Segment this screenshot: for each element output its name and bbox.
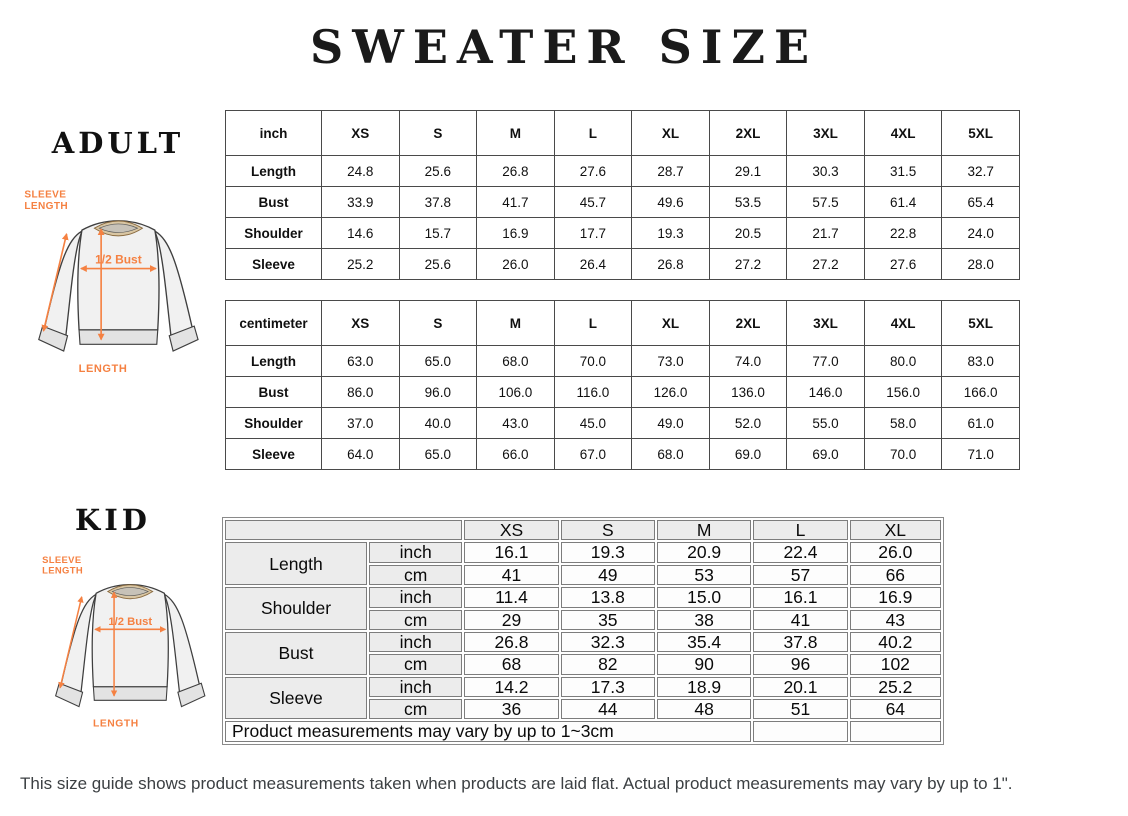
value-cell: 28.7 — [632, 156, 710, 187]
value-cell: 96 — [753, 654, 847, 674]
value-cell: 37.8 — [399, 187, 477, 218]
value-cell: 16.9 — [477, 218, 555, 249]
value-cell: 48 — [657, 699, 751, 719]
adult-cm-table — [225, 300, 1020, 470]
value-cell: 26.8 — [477, 156, 555, 187]
value-cell: 26.8 — [632, 249, 710, 280]
size-header-cell: 3XL — [787, 301, 865, 346]
value-cell: 49.0 — [632, 408, 710, 439]
value-cell: 26.4 — [554, 249, 632, 280]
value-cell: 90 — [657, 654, 751, 674]
value-cell: 69.0 — [709, 439, 787, 470]
value-cell: 41 — [464, 565, 558, 585]
value-cell: 69.0 — [787, 439, 865, 470]
value-cell: 64.0 — [322, 439, 400, 470]
sleeve-length-label-2: LENGTH — [24, 201, 69, 213]
value-cell: 146.0 — [787, 377, 865, 408]
value-cell: 20.1 — [753, 677, 847, 697]
unit-cell: cm — [369, 610, 462, 630]
value-cell: 57 — [753, 565, 847, 585]
size-header-cell: L — [753, 520, 847, 540]
adult-inch-table — [225, 110, 1020, 280]
size-header-cell: 4XL — [864, 111, 942, 156]
value-cell: 35.4 — [657, 632, 751, 652]
value-cell: 96.0 — [399, 377, 477, 408]
value-cell: 19.3 — [561, 542, 655, 562]
value-cell: 61.4 — [864, 187, 942, 218]
value-cell: 49.6 — [632, 187, 710, 218]
value-cell: 53 — [657, 565, 751, 585]
unit-cell: inch — [369, 587, 462, 607]
size-header-cell: XS — [464, 520, 558, 540]
value-cell: 71.0 — [942, 439, 1020, 470]
value-cell: 41 — [753, 610, 847, 630]
table-header — [226, 301, 1020, 346]
sleeve-length-label: SLEEVE — [24, 189, 67, 201]
hem-ribbing — [93, 687, 167, 700]
sleeve-length-label: SLEEVE — [42, 553, 82, 565]
unit-header-cell: centimeter — [226, 301, 322, 346]
value-cell: 55.0 — [787, 408, 865, 439]
row-label-cell: Shoulder — [226, 218, 322, 249]
value-cell: 70.0 — [554, 346, 632, 377]
unit-cell: cm — [369, 565, 462, 585]
value-cell: 64 — [850, 699, 941, 719]
length-label: LENGTH — [93, 718, 139, 730]
value-cell: 27.6 — [864, 249, 942, 280]
table-row — [226, 439, 1020, 470]
value-cell: 63.0 — [322, 346, 400, 377]
table-row — [226, 408, 1020, 439]
sweater-body — [92, 585, 168, 687]
value-cell: 37.0 — [322, 408, 400, 439]
value-cell: 29 — [464, 610, 558, 630]
row-label-cell: Sleeve — [226, 439, 322, 470]
value-cell: 22.8 — [864, 218, 942, 249]
value-cell: 16.1 — [753, 587, 847, 607]
value-cell: 61.0 — [942, 408, 1020, 439]
size-header-cell: 4XL — [864, 301, 942, 346]
size-header-cell: L — [554, 301, 632, 346]
table-row — [226, 377, 1020, 408]
value-cell: 33.9 — [322, 187, 400, 218]
table-row — [226, 346, 1020, 377]
size-header-cell: 3XL — [787, 111, 865, 156]
half-bust-label: 1/2 Bust — [108, 615, 153, 628]
value-cell: 17.3 — [561, 677, 655, 697]
value-cell: 25.6 — [399, 249, 477, 280]
value-cell: 136.0 — [709, 377, 787, 408]
unit-cell: inch — [369, 632, 462, 652]
value-cell: 37.8 — [753, 632, 847, 652]
row-label-cell: Sleeve — [225, 677, 367, 720]
value-cell: 156.0 — [864, 377, 942, 408]
size-header-cell: 5XL — [942, 111, 1020, 156]
value-cell: 40.2 — [850, 632, 941, 652]
unit-cell: cm — [369, 699, 462, 719]
size-header-cell: S — [399, 301, 477, 346]
value-cell: 40.0 — [399, 408, 477, 439]
value-cell: 73.0 — [632, 346, 710, 377]
value-cell: 26.8 — [464, 632, 558, 652]
value-cell: 41.7 — [477, 187, 555, 218]
value-cell: 80.0 — [864, 346, 942, 377]
unit-cell: inch — [369, 542, 462, 562]
value-cell: 86.0 — [322, 377, 400, 408]
row-label-cell: Bust — [225, 632, 367, 675]
size-header-cell: 5XL — [942, 301, 1020, 346]
size-header-cell: 2XL — [709, 301, 787, 346]
unit-cell: cm — [369, 654, 462, 674]
table-row — [226, 187, 1020, 218]
value-cell: 53.5 — [709, 187, 787, 218]
sweater-illustration — [56, 585, 205, 707]
value-cell: 27.6 — [554, 156, 632, 187]
length-label: LENGTH — [78, 363, 128, 376]
kid-note-row — [225, 721, 941, 741]
value-cell: 65.0 — [399, 439, 477, 470]
size-header-cell: XL — [632, 301, 710, 346]
size-header-cell: 2XL — [709, 111, 787, 156]
value-cell: 25.2 — [850, 677, 941, 697]
value-cell: 22.4 — [753, 542, 847, 562]
kid-header-row — [225, 520, 941, 540]
table-body — [226, 156, 1020, 280]
value-cell: 15.7 — [399, 218, 477, 249]
unit-cell: inch — [369, 677, 462, 697]
value-cell: 16.1 — [464, 542, 558, 562]
value-cell: 68.0 — [477, 346, 555, 377]
value-cell: 45.7 — [554, 187, 632, 218]
value-cell: 116.0 — [554, 377, 632, 408]
row-label-cell: Length — [226, 156, 322, 187]
sweater-body — [78, 221, 159, 330]
half-bust-label: 1/2 Bust — [95, 252, 142, 267]
empty-cell — [850, 721, 941, 741]
value-cell: 11.4 — [464, 587, 558, 607]
row-label-cell: Sleeve — [226, 249, 322, 280]
empty-cell — [753, 721, 847, 741]
measurement-note: Product measurements may vary by up to 1~3cm — [225, 721, 751, 741]
table-row — [225, 677, 941, 697]
adult-section-label: ADULT — [51, 126, 185, 160]
value-cell: 65.0 — [399, 346, 477, 377]
value-cell: 13.8 — [561, 587, 655, 607]
size-header-cell: XL — [850, 520, 941, 540]
size-header-cell: S — [561, 520, 655, 540]
value-cell: 29.1 — [709, 156, 787, 187]
sleeve-length-label-2: LENGTH — [42, 564, 84, 576]
value-cell: 51 — [753, 699, 847, 719]
value-cell: 66 — [850, 565, 941, 585]
value-cell: 83.0 — [942, 346, 1020, 377]
value-cell: 15.0 — [657, 587, 751, 607]
corner-cell — [225, 520, 462, 540]
value-cell: 43 — [850, 610, 941, 630]
size-guide-disclaimer: This size guide shows product measurements taken when products are laid flat. Actual product measurements may vary by up to 1". — [20, 774, 1013, 793]
header-row — [226, 301, 1020, 346]
value-cell: 38 — [657, 610, 751, 630]
kid-size-table — [222, 517, 944, 745]
table-header — [226, 111, 1020, 156]
value-cell: 77.0 — [787, 346, 865, 377]
value-cell: 27.2 — [787, 249, 865, 280]
value-cell: 45.0 — [554, 408, 632, 439]
value-cell: 36 — [464, 699, 558, 719]
kid-sweater-diagram-icon — [30, 552, 226, 730]
value-cell: 20.5 — [709, 218, 787, 249]
value-cell: 19.3 — [632, 218, 710, 249]
size-header-cell: S — [399, 111, 477, 156]
table-row — [226, 249, 1020, 280]
unit-header-cell: inch — [226, 111, 322, 156]
value-cell: 44 — [561, 699, 655, 719]
table-row — [225, 587, 941, 607]
value-cell: 16.9 — [850, 587, 941, 607]
value-cell: 166.0 — [942, 377, 1020, 408]
value-cell: 31.5 — [864, 156, 942, 187]
hem-ribbing — [79, 330, 158, 344]
row-label-cell: Bust — [226, 377, 322, 408]
value-cell: 106.0 — [477, 377, 555, 408]
value-cell: 52.0 — [709, 408, 787, 439]
value-cell: 24.8 — [322, 156, 400, 187]
value-cell: 82 — [561, 654, 655, 674]
value-cell: 26.0 — [477, 249, 555, 280]
value-cell: 21.7 — [787, 218, 865, 249]
value-cell: 66.0 — [477, 439, 555, 470]
table-row — [226, 218, 1020, 249]
right-sleeve — [164, 594, 199, 694]
table-body — [226, 346, 1020, 470]
value-cell: 28.0 — [942, 249, 1020, 280]
value-cell: 68 — [464, 654, 558, 674]
row-label-cell: Bust — [226, 187, 322, 218]
value-cell: 26.0 — [850, 542, 941, 562]
size-header-cell: M — [657, 520, 751, 540]
size-header-cell: L — [554, 111, 632, 156]
size-header-cell: M — [477, 111, 555, 156]
row-label-cell: Length — [225, 542, 367, 585]
value-cell: 14.2 — [464, 677, 558, 697]
header-row — [226, 111, 1020, 156]
table-row — [226, 156, 1020, 187]
kid-section-label: KID — [75, 503, 151, 537]
value-cell: 58.0 — [864, 408, 942, 439]
value-cell: 24.0 — [942, 218, 1020, 249]
sweater-illustration — [39, 221, 198, 351]
row-label-cell: Shoulder — [225, 587, 367, 630]
value-cell: 14.6 — [322, 218, 400, 249]
value-cell: 65.4 — [942, 187, 1020, 218]
adult-sweater-diagram-icon — [12, 186, 220, 376]
value-cell: 25.6 — [399, 156, 477, 187]
value-cell: 49 — [561, 565, 655, 585]
value-cell: 57.5 — [787, 187, 865, 218]
size-header-cell: XS — [322, 301, 400, 346]
size-header-cell: XL — [632, 111, 710, 156]
row-label-cell: Length — [226, 346, 322, 377]
value-cell: 32.7 — [942, 156, 1020, 187]
value-cell: 35 — [561, 610, 655, 630]
value-cell: 68.0 — [632, 439, 710, 470]
page-title: SWEATER SIZE — [309, 20, 819, 74]
value-cell: 67.0 — [554, 439, 632, 470]
value-cell: 18.9 — [657, 677, 751, 697]
size-header-cell: XS — [322, 111, 400, 156]
value-cell: 30.3 — [787, 156, 865, 187]
value-cell: 17.7 — [554, 218, 632, 249]
size-header-cell: M — [477, 301, 555, 346]
value-cell: 27.2 — [709, 249, 787, 280]
value-cell: 32.3 — [561, 632, 655, 652]
row-label-cell: Shoulder — [226, 408, 322, 439]
value-cell: 43.0 — [477, 408, 555, 439]
value-cell: 126.0 — [632, 377, 710, 408]
value-cell: 70.0 — [864, 439, 942, 470]
table-row — [225, 632, 941, 652]
value-cell: 20.9 — [657, 542, 751, 562]
value-cell: 102 — [850, 654, 941, 674]
right-sleeve — [155, 231, 192, 338]
value-cell: 25.2 — [322, 249, 400, 280]
table-row — [225, 542, 941, 562]
value-cell: 74.0 — [709, 346, 787, 377]
